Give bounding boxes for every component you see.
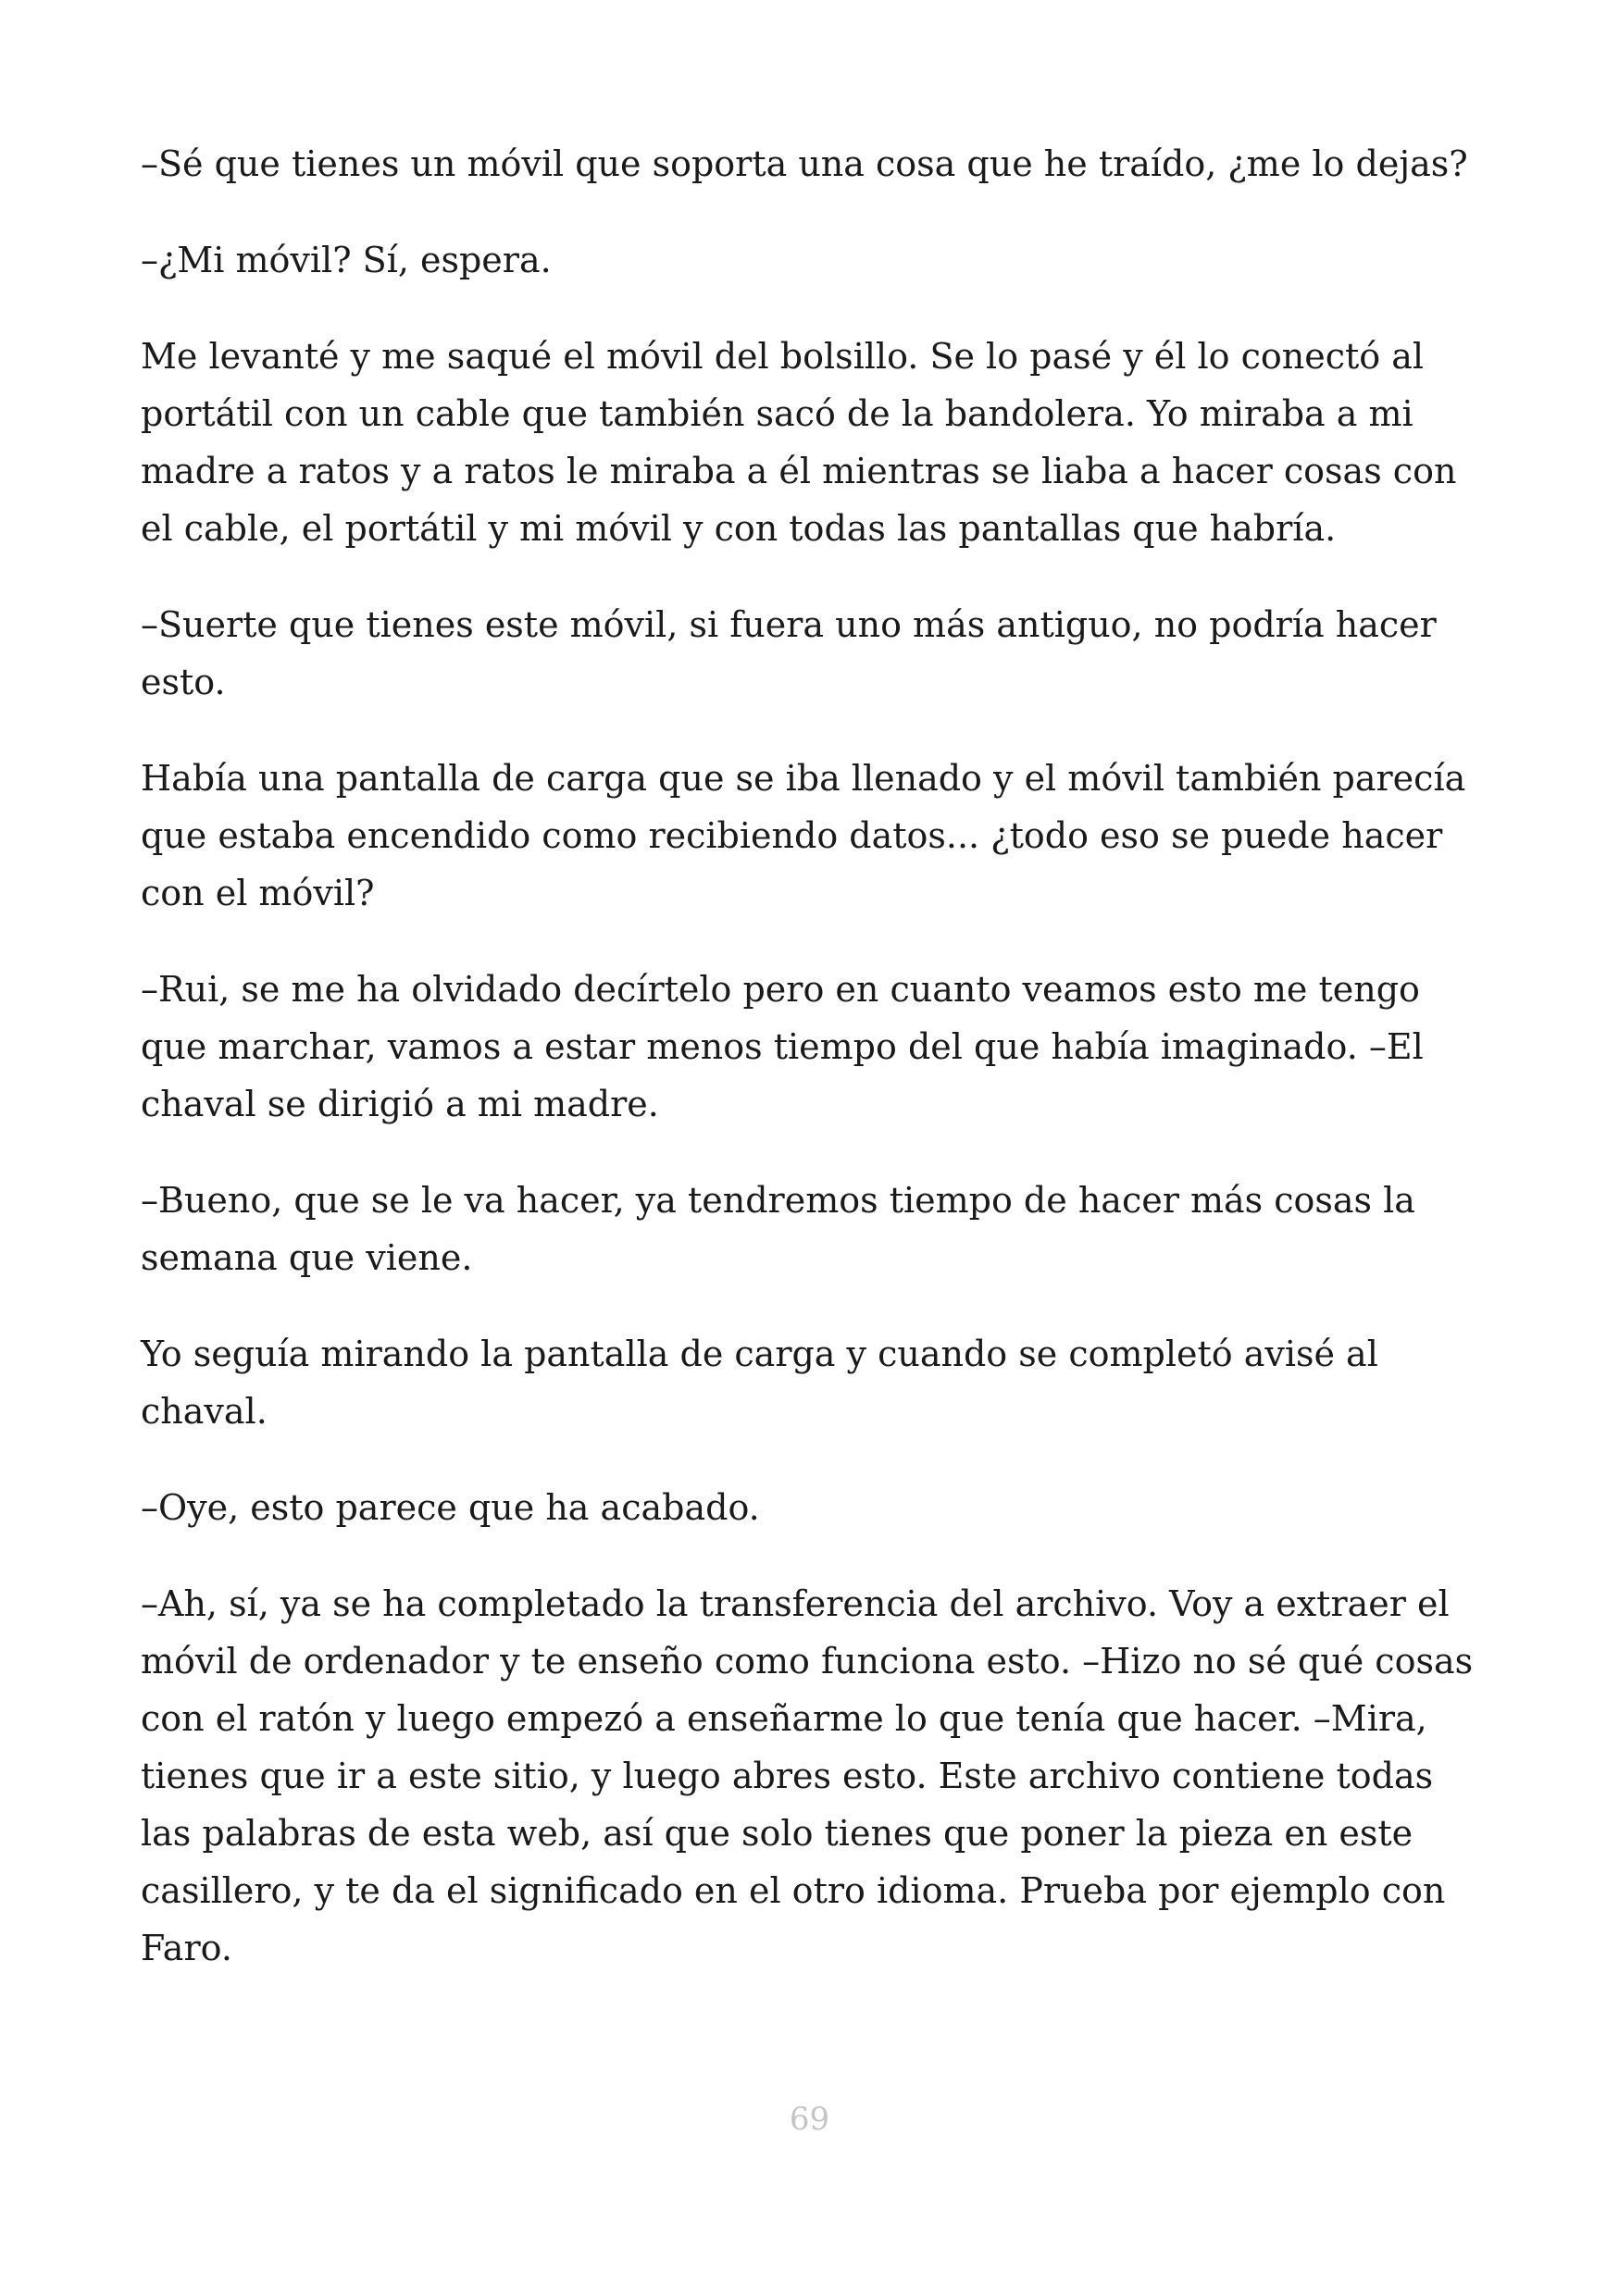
paragraph: –¿Mi móvil? Sí, espera. xyxy=(141,240,552,280)
body-text xyxy=(141,135,1478,2016)
paragraph: –Ah, sí, ya se ha completado la transferencia del archivo. Voy a extraer el móvil de ordenador y te enseño como funciona esto. –Hizo no sé qué cosas con el ratón y luego empezó a enseñarme lo que tenía que hacer. –Mira, tienes que ir a este sitio, y luego abres esto. Este archivo contiene todas las palabras de esta web, así que solo tienes que poner la pieza en este casillero, y te da el significado en el otro idioma. Prueba por ejemplo con Faro. xyxy=(141,1583,1474,1968)
paragraph: Había una pantalla de carga que se iba llenado y el móvil también parecía que estaba encendido como recibiendo datos... ¿todo eso se puede hacer con el móvil? xyxy=(141,758,1466,913)
page-number: 69 xyxy=(789,2101,830,2138)
paragraph: –Bueno, que se le va hacer, ya tendremos tiempo de hacer más cosas la semana que viene. xyxy=(141,1180,1415,1278)
paragraph: –Suerte que tienes este móvil, si fuera uno más antiguo, no podría hacer esto. xyxy=(141,604,1437,702)
paragraph: –Rui, se me ha olvidado decírtelo pero en cuanto veamos esto me tengo que marchar, vamos a estar menos tiempo del que había imaginado. –El chaval se dirigió a mi madre. xyxy=(141,969,1424,1124)
paragraph: –Sé que tienes un móvil que soporta una cosa que he traído, ¿me lo dejas? xyxy=(141,143,1468,184)
paragraph: Yo seguía mirando la pantalla de carga y cuando se completó avisé al chaval. xyxy=(141,1334,1378,1432)
paragraph: Me levanté y me saqué el móvil del bolsillo. Se lo pasé y él lo conectó al portátil con un cable que también sacó de la bandolera. Yo miraba a mi madre a ratos y a ratos le miraba a él mientras se liaba a hacer cosas con el cable, el portátil y mi móvil y con todas las pantallas que habría. xyxy=(141,336,1457,549)
paragraph: –Oye, esto parece que ha acabado. xyxy=(141,1487,760,1528)
